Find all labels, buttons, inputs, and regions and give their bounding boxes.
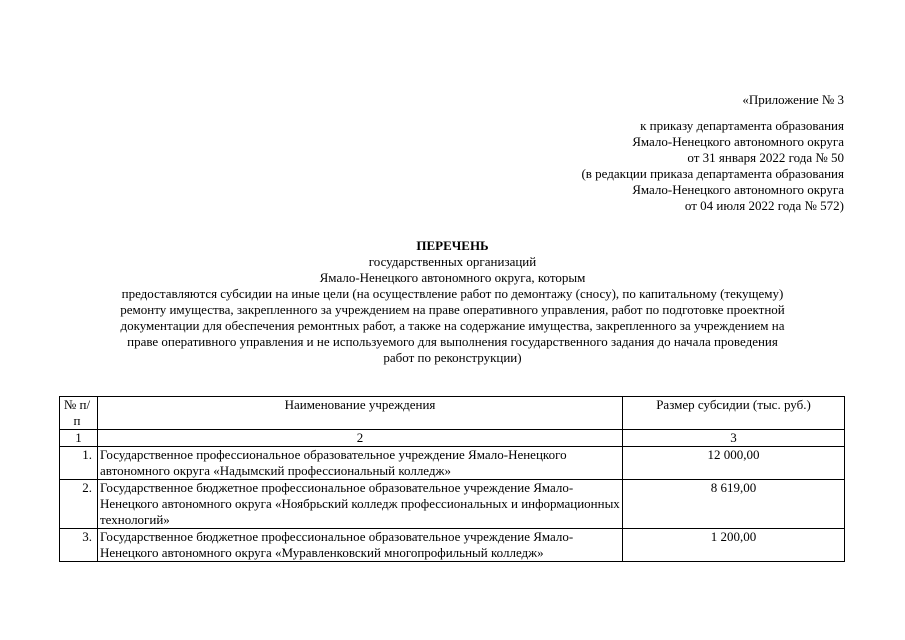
column-number: 2 <box>98 430 623 447</box>
order-info-line: Ямало-Ненецкого автономного округа <box>632 134 844 149</box>
subsidy-table <box>59 396 845 562</box>
subsidy-amount: 8 619,00 <box>623 480 845 529</box>
column-number-row <box>60 430 845 447</box>
document-title: ПЕРЕЧЕНЬ <box>416 238 489 253</box>
order-info-line: (в редакции приказа департамента образования <box>581 166 844 181</box>
appendix-label: «Приложение № 3 <box>742 92 844 107</box>
header-amount: Размер субсидии (тыс. руб.) <box>623 397 845 430</box>
institution-name: Государственное бюджетное профессиональное образовательное учреждение Ямало-Ненецкого автономного округа «Ноябрьский колледж профессиональных и информационных технологий» <box>98 480 623 529</box>
table-row <box>60 480 845 529</box>
order-info-line: от 04 июля 2022 года № 572) <box>684 198 844 213</box>
order-info <box>581 118 844 214</box>
column-number: 1 <box>60 430 98 447</box>
description-line: работ по реконструкции) <box>383 350 522 365</box>
order-info-line: от 31 января 2022 года № 50 <box>687 150 844 165</box>
description-line: Ямало-Ненецкого автономного округа, которым <box>319 270 586 285</box>
subsidy-amount: 12 000,00 <box>623 447 845 480</box>
order-info-line: к приказу департамента образования <box>640 118 844 133</box>
description-line: праве оперативного управления и не используемого для выполнения государственного задания до начала проведения <box>127 334 778 349</box>
table-row <box>60 529 845 562</box>
institution-name: Государственное профессиональное образовательное учреждение Ямало-Ненецкого автономного округа «Надымский профессиональный колледж» <box>98 447 623 480</box>
institution-name: Государственное бюджетное профессиональное образовательное учреждение Ямало-Ненецкого автономного округа «Муравленковский многопрофильный колледж» <box>98 529 623 562</box>
row-number: 1. <box>60 447 98 480</box>
document-description <box>0 254 905 366</box>
row-number: 3. <box>60 529 98 562</box>
description-line: ремонту имущества, закрепленного за учреждением на праве оперативного управления, работ по подготовке проектной <box>120 302 785 317</box>
header-number: № п/п <box>60 397 98 430</box>
subsidy-amount: 1 200,00 <box>623 529 845 562</box>
description-line: государственных организаций <box>368 254 537 269</box>
table-row <box>60 447 845 480</box>
column-number: 3 <box>623 430 845 447</box>
header-name: Наименование учреждения <box>98 397 623 430</box>
table-header-row <box>60 397 845 430</box>
description-line: предоставляются субсидии на иные цели (на осуществление работ по демонтажу (сносу), по капитальному (текущему) <box>121 286 784 301</box>
row-number: 2. <box>60 480 98 529</box>
description-line: документации для обеспечения ремонтных работ, а также на содержание имущества, закрепленного за учреждением на <box>120 318 785 333</box>
order-info-line: Ямало-Ненецкого автономного округа <box>632 182 844 197</box>
